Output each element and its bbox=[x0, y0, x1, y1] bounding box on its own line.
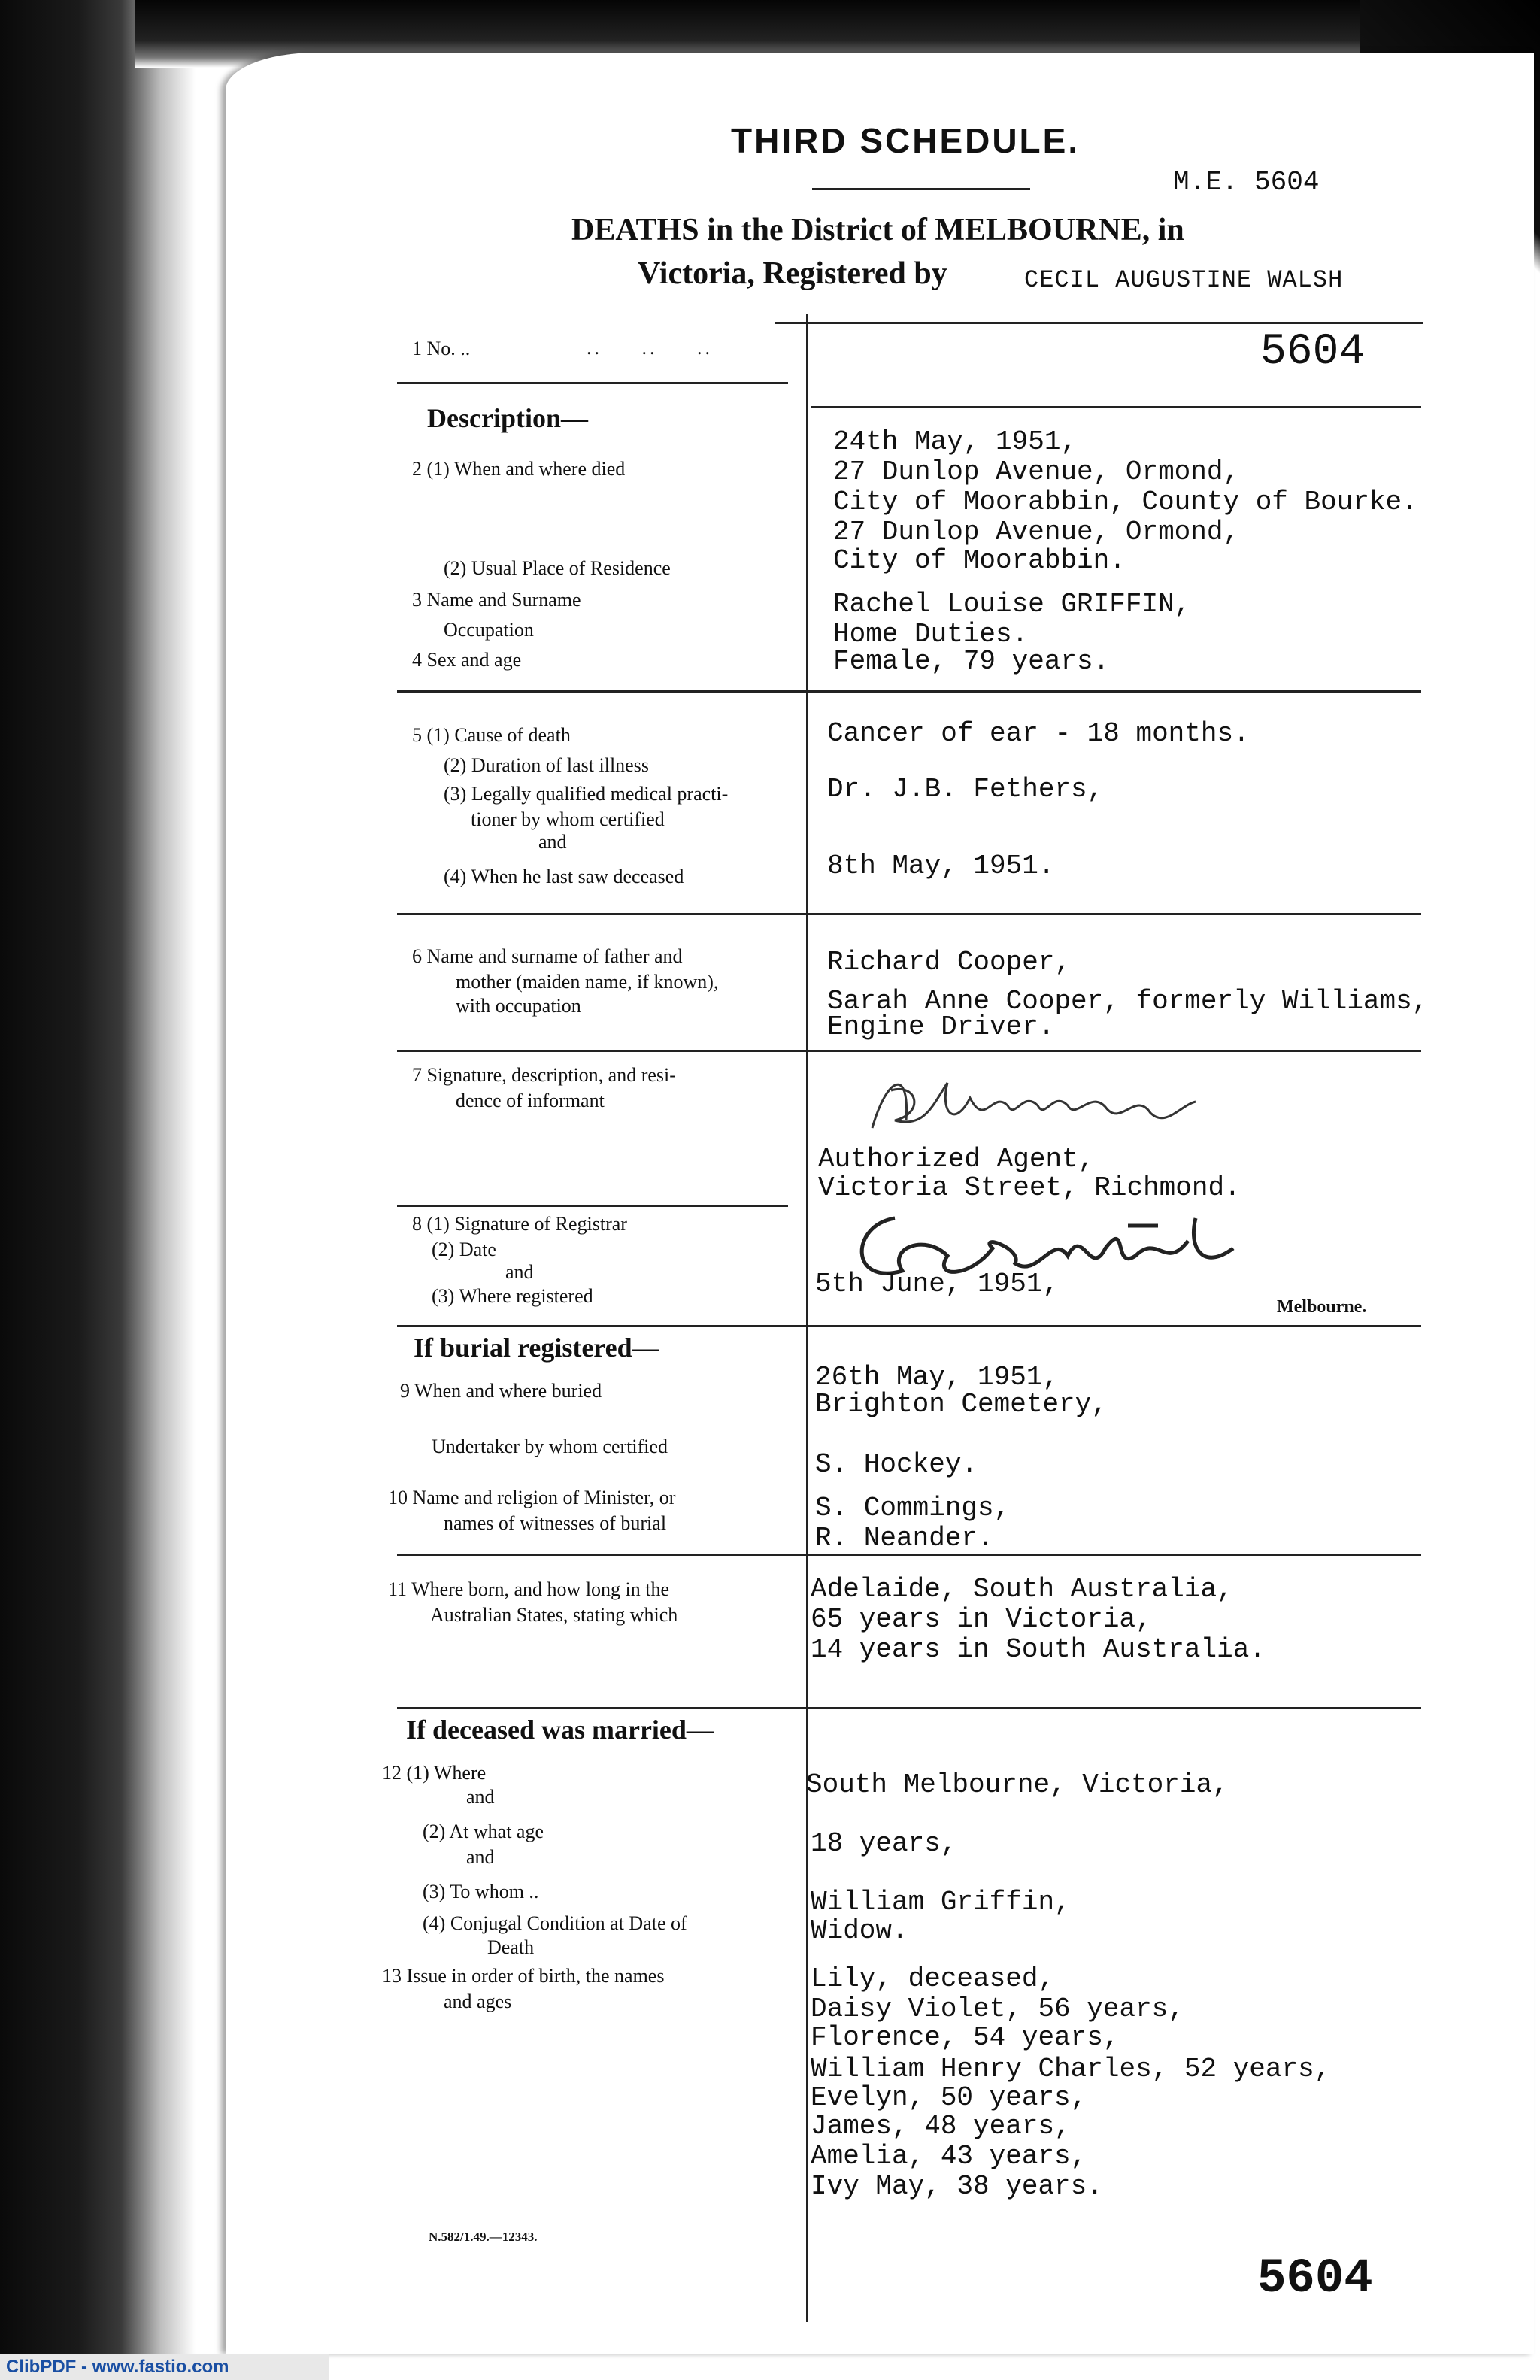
label-and-3: and bbox=[466, 1786, 495, 1808]
label-and: and bbox=[538, 831, 567, 853]
value-spouse: William Griffin, bbox=[811, 1887, 1071, 1918]
section-burial: If burial registered— bbox=[414, 1332, 659, 1363]
section-married: If deceased was married— bbox=[406, 1715, 714, 1745]
value-marriage-age: 18 years, bbox=[811, 1828, 957, 1859]
value-years-sa: 14 years in South Australia. bbox=[811, 1634, 1266, 1665]
label-at-what-age: (2) At what age bbox=[423, 1821, 544, 1842]
label-to-whom: (3) To whom .. bbox=[423, 1881, 539, 1902]
registrar-name: CECIL AUGUSTINE WALSH bbox=[1024, 266, 1344, 294]
label-minister-1: 10 Name and religion of Minister, or bbox=[388, 1487, 676, 1508]
value-burial-date: 26th May, 1951, bbox=[815, 1362, 1060, 1393]
rule-after-informant bbox=[397, 1205, 788, 1207]
label-cause-of-death: 5 (1) Cause of death bbox=[412, 724, 571, 746]
rule-after-birthplace bbox=[397, 1707, 1421, 1709]
title-underline bbox=[812, 188, 1030, 190]
label-and-2: and bbox=[505, 1261, 534, 1283]
label-born-1: 11 Where born, and how long in the bbox=[388, 1578, 670, 1600]
value-last-seen: 8th May, 1951. bbox=[827, 850, 1055, 881]
label-informant-2: dence of informant bbox=[456, 1090, 605, 1111]
value-marriage-place: South Melbourne, Victoria, bbox=[806, 1769, 1229, 1800]
value-mother: Sarah Anne Cooper, formerly Williams, bbox=[827, 986, 1429, 1017]
value-registration-place: Melbourne. bbox=[1277, 1297, 1367, 1317]
label-born-2: Australian States, stating which bbox=[430, 1604, 678, 1626]
value-death-place-1: 27 Dunlop Avenue, Ormond, bbox=[833, 456, 1240, 487]
value-cause: Cancer of ear - 18 months. bbox=[827, 718, 1250, 749]
value-parent-occupation: Engine Driver. bbox=[827, 1011, 1055, 1042]
value-sex-age: Female, 79 years. bbox=[833, 646, 1110, 677]
registered-by-heading: Victoria, Registered by bbox=[638, 256, 947, 291]
leader-dots: .. .. .. bbox=[587, 337, 713, 359]
label-and-4: and bbox=[466, 1846, 495, 1868]
value-birthplace: Adelaide, South Australia, bbox=[811, 1574, 1233, 1605]
label-parents-1: 6 Name and surname of father and bbox=[412, 945, 683, 967]
rule-after-cause bbox=[397, 913, 1421, 915]
value-name: Rachel Louise GRIFFIN, bbox=[833, 589, 1191, 620]
list-item: Amelia, 43 years, bbox=[811, 2141, 1087, 2172]
reference-number: M.E. 5604 bbox=[1173, 167, 1320, 198]
value-death-date: 24th May, 1951, bbox=[833, 426, 1078, 457]
list-item: James, 48 years, bbox=[811, 2111, 1071, 2142]
value-death-place-2: City of Moorabbin, County of Bourke. bbox=[833, 487, 1418, 517]
rule-after-description bbox=[397, 690, 1421, 693]
value-father: Richard Cooper, bbox=[827, 947, 1072, 978]
value-informant-address: Victoria Street, Richmond. bbox=[818, 1172, 1241, 1203]
value-residence-2: City of Moorabbin. bbox=[833, 545, 1126, 576]
value-witness-2: R. Neander. bbox=[815, 1523, 994, 1554]
value-occupation: Home Duties. bbox=[833, 619, 1029, 650]
label-sex-age: 4 Sex and age bbox=[412, 649, 522, 671]
value-conjugal: Widow. bbox=[811, 1915, 908, 1946]
label-parents-3: with occupation bbox=[456, 995, 581, 1017]
label-last-saw: (4) When he last saw deceased bbox=[444, 866, 684, 887]
entry-number: 5604 bbox=[1260, 328, 1366, 377]
label-issue-2: and ages bbox=[444, 1990, 512, 2012]
value-witness-1: S. Commings, bbox=[815, 1493, 1011, 1524]
label-practitioner-1: (3) Legally qualified medical practi- bbox=[444, 783, 729, 805]
rule-after-burial bbox=[397, 1554, 1421, 1556]
watermark: ClibPDF - www.fastio.com bbox=[0, 2354, 329, 2380]
list-item: Lily, deceased, bbox=[811, 1963, 1055, 1994]
label-conjugal-1: (4) Conjugal Condition at Date of bbox=[423, 1912, 687, 1934]
label-parents-2: mother (maiden name, if known), bbox=[456, 971, 719, 993]
label-no: 1 No. .. bbox=[412, 338, 471, 359]
label-where-registered: (3) Where registered bbox=[432, 1285, 593, 1307]
rule-after-parents bbox=[397, 1050, 1421, 1052]
value-residence-1: 27 Dunlop Avenue, Ormond, bbox=[833, 517, 1240, 547]
label-when-where-died: 2 (1) When and where died bbox=[412, 458, 626, 480]
label-occupation: Occupation bbox=[444, 619, 534, 641]
section-description: Description— bbox=[427, 403, 588, 433]
label-practitioner-2: tioner by whom certified bbox=[471, 808, 665, 830]
value-practitioner: Dr. J.B. Fethers, bbox=[827, 774, 1104, 805]
label-duration-illness: (2) Duration of last illness bbox=[444, 754, 649, 776]
list-item: Daisy Violet, 56 years, bbox=[811, 1993, 1184, 2024]
label-issue-1: 13 Issue in order of birth, the names bbox=[382, 1965, 665, 1987]
label-date: (2) Date bbox=[432, 1239, 496, 1260]
list-item: Ivy May, 38 years. bbox=[811, 2171, 1103, 2202]
district-heading: DEATHS in the District of MELBOURNE, in bbox=[571, 213, 1184, 247]
label-informant-1: 7 Signature, description, and resi- bbox=[412, 1064, 676, 1086]
label-usual-residence: (2) Usual Place of Residence bbox=[444, 557, 671, 579]
column-divider bbox=[806, 314, 808, 2322]
label-registrar-signature: 8 (1) Signature of Registrar bbox=[412, 1213, 627, 1235]
footer-entry-number: 5604 bbox=[1257, 2252, 1373, 2306]
rule-after-no bbox=[811, 406, 1421, 408]
label-undertaker: Undertaker by whom certified bbox=[432, 1436, 668, 1457]
label-where-married: 12 (1) Where bbox=[382, 1762, 487, 1784]
label-name-surname: 3 Name and Surname bbox=[412, 589, 581, 611]
label-when-where-buried: 9 When and where buried bbox=[400, 1380, 602, 1402]
label-conjugal-2: Death bbox=[487, 1936, 535, 1958]
value-years-victoria: 65 years in Victoria, bbox=[811, 1604, 1152, 1635]
list-item: Evelyn, 50 years, bbox=[811, 2082, 1087, 2113]
list-item: William Henry Charles, 52 years, bbox=[811, 2054, 1331, 2084]
scanned-page-edge-left bbox=[0, 0, 196, 2380]
value-informant-desc: Authorized Agent, bbox=[818, 1144, 1095, 1175]
value-burial-place: Brighton Cemetery, bbox=[815, 1389, 1108, 1420]
schedule-title: THIRD SCHEDULE. bbox=[731, 121, 1081, 160]
rule-after-registrar bbox=[397, 1325, 1421, 1327]
label-minister-2: names of witnesses of burial bbox=[444, 1512, 667, 1534]
top-rule bbox=[775, 322, 1423, 324]
value-undertaker: S. Hockey. bbox=[815, 1449, 978, 1480]
form-code: N.582/1.49.—12343. bbox=[429, 2230, 538, 2244]
rule-left-1 bbox=[397, 382, 788, 384]
value-registration-date: 5th June, 1951, bbox=[815, 1269, 1060, 1299]
list-item: Florence, 54 years, bbox=[811, 2022, 1120, 2053]
